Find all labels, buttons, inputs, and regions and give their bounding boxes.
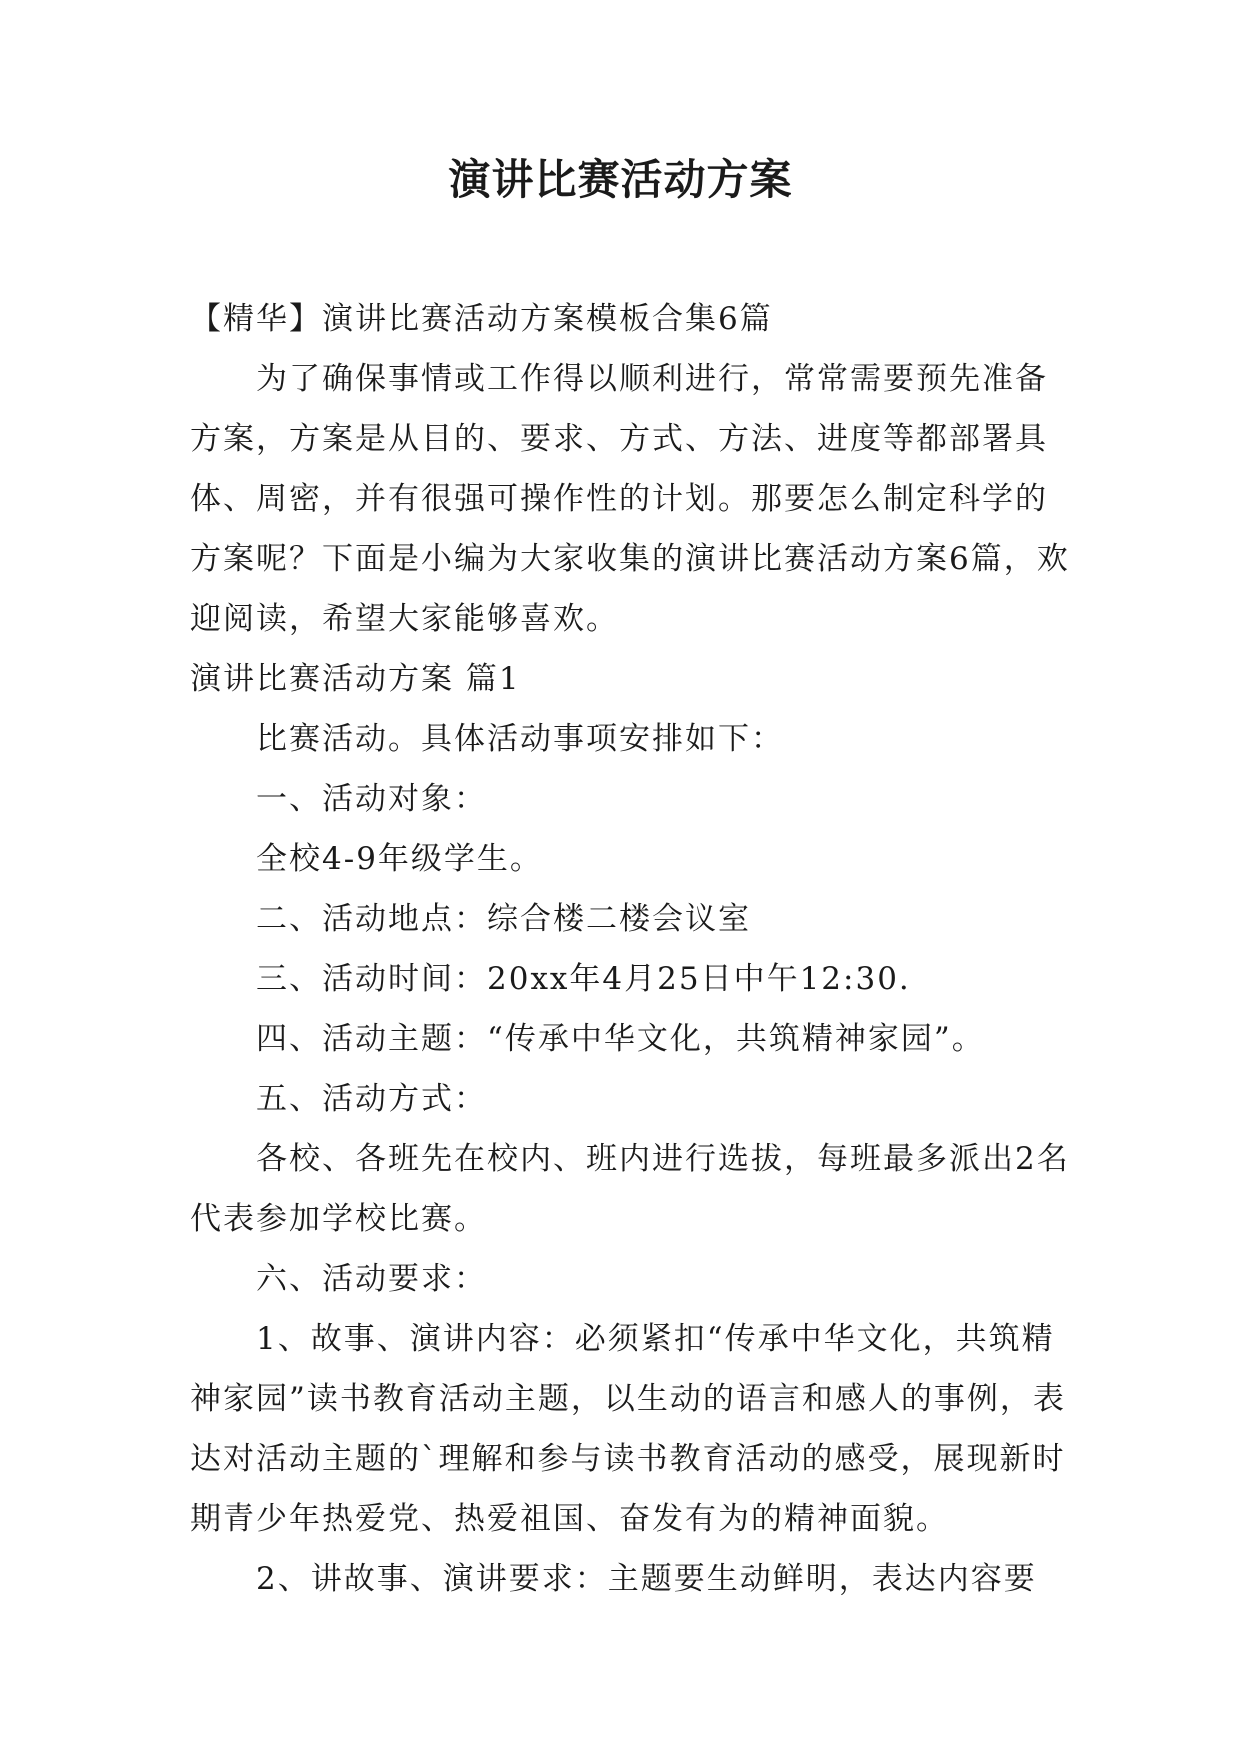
section-heading: 演讲比赛活动方案 篇1 bbox=[190, 661, 521, 697]
list-item: 三、活动时间：20xx年4月25日中午12:30. bbox=[256, 961, 911, 997]
paragraph: 全校4-9年级学生。 bbox=[256, 841, 543, 877]
document-title: 演讲比赛活动方案 bbox=[448, 155, 793, 204]
list-item: 五、活动方式： bbox=[256, 1081, 487, 1117]
list-item: 二、活动地点：综合楼二楼会议室 bbox=[256, 901, 751, 937]
document-body bbox=[190, 289, 1070, 1609]
list-item: 六、活动要求： bbox=[256, 1261, 487, 1297]
paragraph: 各校、各班先在校内、班内进行选拔，每班最多派出2名代表参加学校比赛。 bbox=[190, 1141, 1070, 1237]
paragraph: 比赛活动。具体活动事项安排如下： bbox=[256, 721, 784, 757]
intro-paragraph: 为了确保事情或工作得以顺利进行，常常需要预先准备方案，方案是从目的、要求、方式、方法、进度等都部署具体、周密，并有很强可操作性的计划。那要怎么制定科学的方案呢？下面是小编为大家收集的演讲比赛活动方案6篇，欢迎阅读，希望大家能够喜欢。 bbox=[190, 361, 1070, 637]
list-item: 四、活动主题：“传承中华文化，共筑精神家园”。 bbox=[256, 1021, 985, 1057]
list-item: 一、活动对象： bbox=[256, 781, 487, 817]
paragraph: 1、故事、演讲内容：必须紧扣“传承中华文化，共筑精神家园”读书教育活动主题，以生动的语言和感人的事例，表达对活动主题的`理解和参与读书教育活动的感受，展现新时期青少年热爱党、热爱祖国、奋发有为的精神面貌。 bbox=[190, 1321, 1066, 1537]
paragraph: 2、讲故事、演讲要求：主题要生动鲜明，表达内容要 bbox=[256, 1561, 1037, 1597]
intro-heading: 【精华】演讲比赛活动方案模板合集6篇 bbox=[190, 301, 773, 337]
